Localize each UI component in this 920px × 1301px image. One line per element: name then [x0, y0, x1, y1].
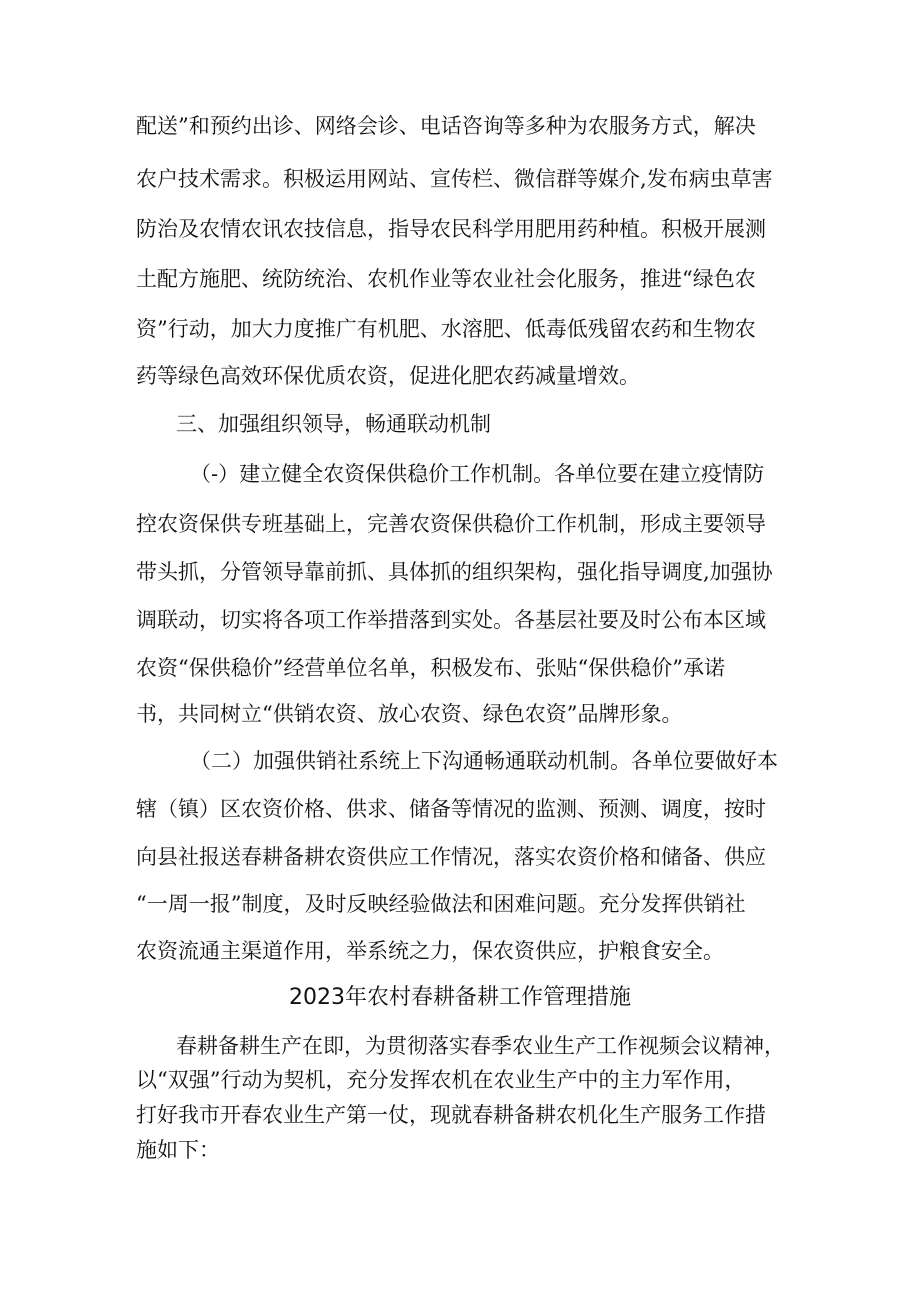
paragraph-line: 带头抓，分管领导靠前抓、具体抓的组织架构，强化指导调度,加强协 — [136, 560, 773, 584]
section-heading: 三、加强组织领导，畅通联动机制 — [176, 412, 491, 436]
paragraph-line: 打好我市开春农业生产第一仗，现就春耕备耕农机化生产服务工作措 — [136, 1103, 766, 1127]
paragraph-line: 调联动，切实将各项工作举措落到实处。各基层社要及时公布本区域 — [136, 608, 766, 632]
document-title: 2023年农村春耕备耕工作管理措施 — [289, 985, 631, 1010]
paragraph-line: 资”行动，加大力度推广有机肥、水溶肥、低毒低残留农药和生物农 — [136, 317, 756, 341]
paragraph-line: 向县社报送春耕备耕农资供应工作情况，落实农资价格和储备、供应 — [136, 845, 766, 869]
paragraph-line: 农资“保供稳价”经营单位名单，积极发布、张贴“保供稳价”承诺 — [136, 656, 725, 680]
paragraph-line: 控农资保供专班基础上，完善农资保供稳价工作机制，形成主要领导 — [136, 512, 766, 536]
paragraph-line: 农户技术需求。积极运用网站、宣传栏、微信群等媒介,发布病虫草害 — [136, 167, 773, 191]
paragraph-line: 防治及农情农讯农技信息，指导农民科学用肥用药种植。积极开展测 — [136, 217, 766, 241]
paragraph-line: 书，共同树立“供销农资、放心农资、绿色农资”品牌形象。 — [136, 702, 683, 726]
paragraph-line: 春耕备耕生产在即，为贯彻落实春季农业生产工作视频会议精神， — [176, 1034, 785, 1058]
paragraph-line: 配送”和预约出诊、网络会诊、电话咨询等多种为农服务方式，解决 — [136, 114, 756, 138]
paragraph-line: 农资流通主渠道作用，举系统之力，保农资供应，护粮食安全。 — [136, 939, 724, 963]
paragraph-line: 辖（镇）区农资价格、供求、储备等情况的监测、预测、调度，按时 — [136, 797, 766, 821]
paragraph-line: 施如下： — [136, 1138, 220, 1162]
paragraph-line: 土配方施肥、统防统治、农机作业等农业社会化服务，推进“绿色农 — [136, 267, 756, 291]
paragraph-line: （-）建立健全农资保供稳价工作机制。各单位要在建立疫情防 — [190, 462, 765, 486]
paragraph-line: 药等绿色高效环保优质农资，促进化肥农药减量增效。 — [136, 364, 640, 388]
paragraph-line: “一周一报”制度，及时反映经验做法和困难问题。充分发挥供销社 — [136, 892, 746, 916]
paragraph-line: 以“双强”行动为契机，充分发挥农机在农业生产中的主力军作用， — [136, 1068, 746, 1092]
paragraph-line: （二）加强供销社系统上下沟通畅通联动机制。各单位要做好本 — [190, 749, 778, 773]
